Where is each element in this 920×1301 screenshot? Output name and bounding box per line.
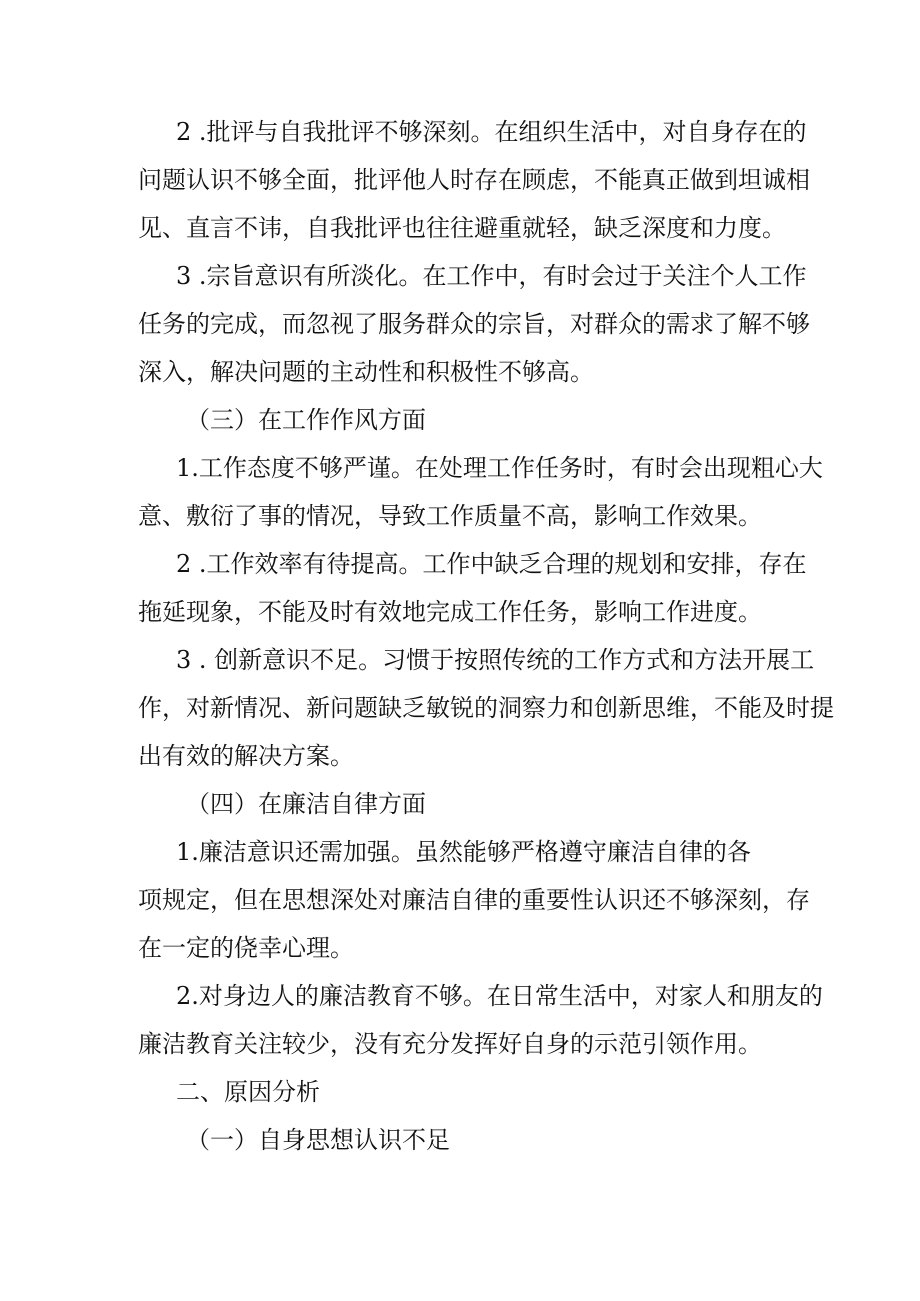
paragraph-line: 2 .工作效率有待提高。工作中缺乏合理的规划和安排，存在 — [176, 550, 807, 578]
paragraph-line: 2.对身边人的廉洁教育不够。在日常生活中，对家人和朋友的 — [176, 982, 823, 1010]
section-heading: （四）在廉洁自律方面 — [186, 790, 426, 818]
paragraph-line: 1.廉洁意识还需加强。虽然能够严格遵守廉洁自律的各 — [176, 838, 751, 866]
paragraph-line: 廉洁教育关注较少，没有充分发挥好自身的示范引领作用。 — [138, 1030, 762, 1058]
chapter-heading: 二、原因分析 — [176, 1078, 320, 1106]
paragraph-line: 出有效的解决方案。 — [138, 742, 354, 770]
section-heading: （一）自身思想认识不足 — [186, 1126, 450, 1154]
paragraph-line: 见、直言不讳，自我批评也往往避重就轻，缺乏深度和力度。 — [138, 214, 786, 242]
paragraph-line: 问题认识不够全面，批评他人时存在顾虑，不能真正做到坦诚相 — [138, 166, 810, 194]
paragraph-line: 1.工作态度不够严谨。在处理工作任务时，有时会出现粗心大 — [176, 454, 823, 482]
paragraph-line: 项规定，但在思想深处对廉洁自律的重要性认识还不够深刻，存 — [138, 886, 810, 914]
paragraph-line: 3 .宗旨意识有所淡化。在工作中，有时会过于关注个人工作 — [176, 262, 807, 290]
section-heading: （三）在工作作风方面 — [186, 406, 426, 434]
paragraph-line: 3 . 创新意识不足。习惯于按照传统的工作方式和方法开展工 — [176, 646, 815, 674]
paragraph-line: 任务的完成，而忽视了服务群众的宗旨，对群众的需求了解不够 — [138, 310, 810, 338]
paragraph-line: 深入，解决问题的主动性和积极性不够高。 — [138, 358, 594, 386]
paragraph-line: 在一定的侥幸心理。 — [138, 934, 354, 962]
paragraph-line: 2 .批评与自我批评不够深刻。在组织生活中，对自身存在的 — [176, 118, 807, 146]
paragraph-line: 意、敷衍了事的情况，导致工作质量不高，影响工作效果。 — [138, 502, 762, 530]
paragraph-line: 拖延现象，不能及时有效地完成工作任务，影响工作进度。 — [138, 598, 762, 626]
paragraph-line: 作，对新情况、新问题缺乏敏锐的洞察力和创新思维，不能及时提 — [138, 694, 834, 722]
